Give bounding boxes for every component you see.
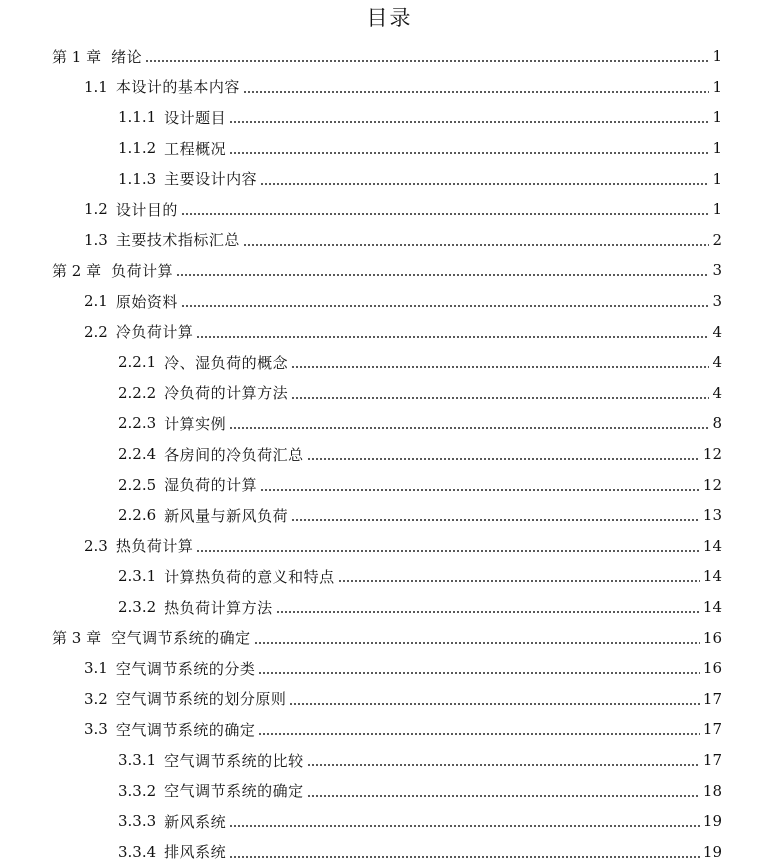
- dot-leader: [229, 152, 709, 154]
- toc-entry[interactable]: [84, 714, 722, 745]
- toc-entry-number: 3.3: [84, 720, 108, 739]
- dot-leader: [291, 397, 709, 399]
- toc-entry[interactable]: [118, 745, 722, 776]
- dot-leader: [260, 489, 700, 491]
- toc-entry-page-number: 1: [712, 200, 722, 219]
- toc-entry-number: 2.2.4: [118, 445, 157, 464]
- toc-entry-page-number: 16: [702, 628, 722, 647]
- toc-entry-number: 1.1.1: [118, 108, 157, 127]
- toc-entry-page-number: 4: [712, 383, 722, 402]
- toc-entry[interactable]: [118, 378, 722, 409]
- toc-entry-title: 计算热负荷的意义和特点: [164, 567, 335, 586]
- toc-entry-page-number: 12: [702, 475, 722, 494]
- dot-leader: [196, 550, 700, 552]
- toc-entry-page-number: 17: [702, 751, 722, 770]
- toc-entry-number: 第 3 章: [52, 629, 102, 648]
- toc-entry-page-number: 17: [702, 689, 722, 708]
- toc-entry-number: 3.3.1: [118, 751, 157, 770]
- dot-leader: [338, 580, 700, 582]
- toc-entry[interactable]: [118, 561, 722, 592]
- dot-leader: [258, 733, 700, 735]
- dot-leader: [289, 703, 700, 705]
- toc-entry-number: 2.2.3: [118, 414, 157, 433]
- toc-entry-title: 热负荷计算: [115, 537, 194, 556]
- toc-entry-title: 各房间的冷负荷汇总: [164, 445, 304, 464]
- toc-entry-title: 绪论: [111, 47, 143, 66]
- toc-entry-title: 新风量与新风负荷: [164, 506, 289, 525]
- toc-entry[interactable]: [84, 225, 722, 256]
- toc-entry[interactable]: [118, 469, 722, 500]
- dot-leader: [260, 183, 709, 185]
- toc-entry-page-number: 4: [712, 322, 722, 341]
- toc-entry[interactable]: [52, 622, 722, 653]
- toc-entry-title: 主要技术指标汇总: [115, 231, 240, 250]
- toc-entry[interactable]: [118, 837, 722, 867]
- dot-leader: [229, 856, 700, 858]
- toc-entry[interactable]: [118, 408, 722, 439]
- toc-entry-page-number: 16: [702, 659, 722, 678]
- toc-entry-number: 1.3: [84, 230, 108, 249]
- dot-leader: [181, 305, 710, 307]
- toc-entry-number: 2.2.6: [118, 506, 157, 525]
- toc-entry[interactable]: [118, 806, 722, 837]
- toc-entry-page-number: 3: [712, 261, 722, 280]
- toc-entry-title: 冷负荷计算: [115, 323, 194, 342]
- toc-entry[interactable]: [118, 102, 722, 133]
- toc-entry-title: 空气调节系统的分类: [115, 659, 256, 678]
- dot-leader: [243, 91, 710, 93]
- dot-leader: [254, 642, 700, 644]
- toc-entry-number: 第 1 章: [52, 47, 102, 66]
- dot-leader: [276, 611, 700, 613]
- dot-leader: [307, 795, 700, 797]
- toc-entry-title: 空气调节系统的比较: [164, 751, 304, 770]
- toc-entry-page-number: 14: [702, 598, 722, 617]
- toc-entry-page-number: 18: [702, 781, 722, 800]
- toc-entry-title: 空气调节系统的确定: [111, 629, 251, 648]
- toc-entry-title: 原始资料: [115, 292, 178, 311]
- toc-entry-title: 主要设计内容: [164, 170, 258, 189]
- toc-entry-page-number: 14: [702, 536, 722, 555]
- toc-entry[interactable]: [118, 133, 722, 164]
- dot-leader: [291, 366, 709, 368]
- toc-entry[interactable]: [84, 286, 722, 317]
- toc-entry-title: 新风系统: [164, 812, 227, 831]
- page-title: 目录: [366, 6, 413, 30]
- toc-entry-title: 设计题目: [164, 108, 227, 127]
- dot-leader: [258, 672, 700, 674]
- toc-entry-page-number: 1: [712, 169, 722, 188]
- toc-entry-number: 2.2.5: [118, 475, 157, 494]
- toc-entry[interactable]: [84, 653, 722, 684]
- toc-entry[interactable]: [118, 775, 722, 806]
- toc-entry-page-number: 1: [712, 139, 722, 158]
- dot-leader: [229, 427, 709, 429]
- toc-entry-title: 排风系统: [164, 843, 227, 862]
- toc-entry-number: 3.3.2: [118, 781, 157, 800]
- toc-entry[interactable]: [84, 194, 722, 225]
- dot-leader: [196, 336, 709, 338]
- toc-entry-page-number: 19: [702, 842, 722, 861]
- toc-entry-title: 空气调节系统的划分原则: [115, 690, 287, 709]
- toc-entry-page-number: 14: [702, 567, 722, 586]
- toc-entry-number: 2.2: [84, 322, 108, 341]
- toc-entry-title: 热负荷计算方法: [164, 598, 273, 617]
- toc-entry-title: 冷负荷的计算方法: [164, 384, 289, 403]
- toc-entry[interactable]: [84, 72, 722, 103]
- toc-entry[interactable]: [118, 439, 722, 470]
- toc-entry-title: 冷、湿负荷的概念: [164, 353, 289, 372]
- toc-entry-number: 3.1: [84, 659, 108, 678]
- toc-entry[interactable]: [118, 163, 722, 194]
- toc-entry-page-number: 19: [702, 812, 722, 831]
- toc-entry-number: 1.1.2: [118, 139, 157, 158]
- dot-leader: [181, 213, 710, 215]
- toc-entry-page-number: 17: [702, 720, 722, 739]
- toc-entry[interactable]: [118, 500, 722, 531]
- toc-entry-page-number: 12: [702, 445, 722, 464]
- dot-leader: [176, 274, 709, 276]
- toc-entry-page-number: 4: [712, 353, 722, 372]
- toc-entry-number: 2.3.2: [118, 598, 157, 617]
- dot-leader: [145, 60, 709, 62]
- toc-entry-number: 2.2.1: [118, 353, 157, 372]
- dot-leader: [291, 519, 700, 521]
- toc-entry[interactable]: [118, 347, 722, 378]
- toc-entry-title: 计算实例: [164, 414, 227, 433]
- toc-entry-page-number: 1: [712, 108, 722, 127]
- toc-entry-number: 2.3: [84, 536, 108, 555]
- toc-entry-number: 1.1: [84, 77, 108, 96]
- toc-entry-title: 负荷计算: [111, 261, 174, 280]
- toc-entry-number: 3.2: [84, 689, 108, 708]
- toc-entry-number: 1.1.3: [118, 169, 157, 188]
- toc-entry-number: 第 2 章: [52, 261, 102, 280]
- dot-leader: [229, 825, 700, 827]
- toc-entry-number: 3.3.3: [118, 812, 157, 831]
- toc-entry-title: 湿负荷的计算: [164, 476, 258, 495]
- toc-entry-number: 2.3.1: [118, 567, 157, 586]
- toc-entry[interactable]: [52, 255, 722, 286]
- toc-entry-page-number: 1: [712, 77, 722, 96]
- dot-leader: [243, 244, 710, 246]
- toc-entry[interactable]: [84, 684, 722, 715]
- toc-entry[interactable]: [118, 592, 722, 623]
- toc-entry-page-number: 2: [712, 230, 722, 249]
- toc-entry-title: 设计目的: [115, 200, 178, 219]
- toc-entry-number: 2.1: [84, 292, 108, 311]
- toc-entry[interactable]: [52, 41, 722, 72]
- dot-leader: [229, 121, 709, 123]
- toc-entry[interactable]: [84, 531, 722, 562]
- toc-entry-page-number: 3: [712, 292, 722, 311]
- toc-entry-number: 3.3.4: [118, 842, 157, 861]
- toc-entry-page-number: 13: [702, 506, 722, 525]
- toc-entry-title: 空气调节系统的确定: [115, 720, 256, 739]
- toc-entry-page-number: 1: [712, 47, 722, 66]
- toc-entry-title: 工程概况: [164, 139, 227, 158]
- dot-leader: [307, 764, 700, 766]
- dot-leader: [307, 458, 700, 460]
- toc-entry-title: 空气调节系统的确定: [164, 782, 304, 801]
- toc-entry-number: 2.2.2: [118, 383, 157, 402]
- toc-entry-page-number: 8: [712, 414, 722, 433]
- toc-entry-number: 1.2: [84, 200, 108, 219]
- toc-entry-title: 本设计的基本内容: [115, 78, 240, 97]
- toc-entry[interactable]: [84, 316, 722, 347]
